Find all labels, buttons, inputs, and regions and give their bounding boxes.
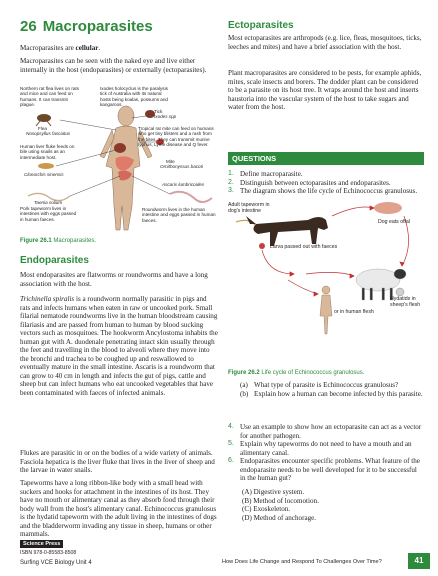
tick-label: Ixodes holocyclus is the paralysis tick of Australia with its natural hosts being koalas, possums and kangaroos. bbox=[100, 86, 168, 108]
endo-paragraph-3: Flukes are parasitic in or on the bodies of a wide variety of animals. Fasciola hepatica is the liver fluke that lives in the liver of sheep and the larvae in water snails. bbox=[20, 449, 215, 474]
macroparasites-figure bbox=[20, 86, 220, 234]
option-c: (C) Exoskeleton. bbox=[242, 505, 291, 513]
tick-name: Tick bbox=[154, 109, 163, 114]
figure-26-1-caption: Figure 26.1 Macroparasites. bbox=[20, 238, 97, 244]
intro-paragraph: Macroparasites are cellular. bbox=[20, 44, 101, 52]
flea-name: Flea bbox=[38, 126, 47, 131]
flea-sci: Nosopsyllus fasciatus bbox=[26, 131, 71, 136]
mite-label: Tropical rat mite can feed on humans who get tiny blisters and a rash from the bites. They can transmit murine typhus, Lyme disease and Q fever. bbox=[138, 126, 214, 148]
cycle-larva-label: Larva passed out with faeces bbox=[270, 244, 338, 250]
fluke-sci: Clonorchis sinensis bbox=[24, 172, 64, 177]
flea-label: Northern rat flea lives on rats and mice and can feed on humans. It can transmit plague. bbox=[20, 86, 79, 108]
life-cycle-diagram bbox=[228, 194, 424, 364]
question-6: 6. Endoparasites encounter specific problems. What feature of the endoparasite needs to be well developed for it to be successful in the human gut? bbox=[228, 457, 420, 482]
question-3: 3. The diagram shows the life cycle of Echinococcus granulosus. bbox=[228, 187, 418, 195]
cycle-adult-label: Adult tapeworm in dog's intestine bbox=[228, 202, 270, 214]
cycle-dog-eats-label: Dog eats offal bbox=[378, 219, 410, 225]
option-a: (A) Digestive system. bbox=[242, 488, 305, 496]
question-6-options bbox=[228, 488, 424, 522]
running-title: How Does Life Change and Respond To Challenges Over Time? bbox=[222, 559, 382, 565]
question-3-parts bbox=[240, 381, 424, 398]
publisher-badge: Science Press bbox=[20, 540, 63, 548]
ecto-paragraph-2: Plant macroparasites are considered to be pests, for example aphids, mites, scale insects and borers. The dodder plant can be considered to be a parasite on its host tree. It wraps around the host and inserts haustoria into the vascular system of the host to take sugars and water from the host. bbox=[228, 69, 422, 111]
page-number: 41 bbox=[408, 553, 430, 569]
chapter-title: Macroparasites bbox=[42, 18, 153, 35]
option-b: (B) Method of locomotion. bbox=[242, 496, 319, 505]
taenia-desc: Pork tapeworm lives in intestines with eggs passed in human faeces. bbox=[20, 206, 77, 222]
endoparasites-heading: Endoparasites bbox=[20, 255, 89, 266]
taenia-label: Taenia solium bbox=[34, 200, 63, 205]
page-title bbox=[20, 18, 153, 35]
roundworm-desc: Roundworm lives in the human intestine and eggs passed in human faeces. bbox=[142, 207, 216, 223]
question-3a: (a) What type of parasite is Echinococcus granulosus? bbox=[240, 381, 399, 389]
cycle-hydatids-label: Hydatids in sheep's flesh bbox=[390, 296, 421, 308]
figure-26-2-caption: Figure 26.2 Life cycle of Echinococcus granulosus. bbox=[228, 370, 365, 376]
endo-paragraph-1: Most endoparasites are flatworms or roundworms and have a long association with the host. bbox=[20, 271, 208, 288]
chapter-number: 26 bbox=[20, 18, 37, 35]
questions-header: QUESTIONS bbox=[228, 152, 424, 165]
ascaris-label: Ascaris lumbricoides bbox=[162, 182, 205, 187]
tick-sci: Ixodes spp bbox=[154, 114, 177, 119]
mite-name: Mite bbox=[166, 159, 175, 164]
endo-paragraph-2: Trichinella spiralis is a roundworm normally parasitic in pigs and rats and infects humans when eaten in raw or uncooked pork. Small filarial nematode roundworms live in the human bloodstream causing filariasis and are passed from human to human by blood sucking vectors such as mosquitoes. The hookworm Ancylostoma inhabits the human gut with A. duodenale penetrating intact skin usually through the feet and travelling in the blood to alveoli where they move into the bronchi and trachea to be coughed up and reswallowed to eventually mature in the small intestine. Ascaris is a roundworm that can grow to 40 cm in length and infects the gut of pigs, cattle and sheep but can infect humans who eat uncooked vegetables that have been contaminated with faeces of infected animals. bbox=[20, 295, 218, 397]
intro-paragraph-2: Macroparasites can be seen with the naked eye and live either internally in the host (endoparasites) or externally (ectoparasites). bbox=[20, 57, 207, 74]
endo-paragraph-4: Tapeworms have a long ribbon-like body with a small head with suckers and hooks for attachment in the intestines of its host. They have no mouth or alimentary canal as they absorb food through their body wall from the host's alimentary canal. Echinococcus granulosus is the hydatid tapeworm with the adult living in the intestines of dogs and the bladderworm invading any tissue in sheep, humans or other mammals. bbox=[20, 479, 217, 538]
option-d: (D) Method of anchorage. bbox=[242, 513, 317, 522]
isbn: ISBN 978-0-85583-8508 bbox=[20, 550, 77, 556]
question-5: 5. Explain why tapeworms do not need to have a mouth and an alimentary canal. bbox=[228, 440, 412, 457]
cycle-human-label: or in human flesh bbox=[334, 309, 374, 315]
questions-list-bottom bbox=[228, 423, 424, 483]
questions-list-top bbox=[228, 170, 424, 196]
question-3b: (b) Explain how a human can become infected by this parasite. bbox=[240, 389, 423, 398]
question-4: 4. Use an example to show how an ectoparasite can act as a vector for another pathogen. bbox=[228, 423, 422, 440]
book-title: Surfing VCE Biology Unit 4 bbox=[20, 560, 92, 566]
fluke-label: Human liver fluke feeds on bile using snails as an intermediate host. bbox=[20, 144, 75, 160]
question-2: 2. Distinguish between ectoparasites and endoparasites. bbox=[228, 178, 391, 187]
question-1: 1. Define macroparasite. bbox=[228, 170, 303, 178]
ectoparasites-heading: Ectoparasites bbox=[228, 20, 294, 31]
ecto-paragraph-1: Most ectoparasites are arthropods (e.g. lice, fleas, mosquitoes, ticks, leeches and mites) and have a brief association with the host. bbox=[228, 34, 422, 51]
mite-sci: Ornithonyssus bacoti bbox=[160, 164, 203, 169]
